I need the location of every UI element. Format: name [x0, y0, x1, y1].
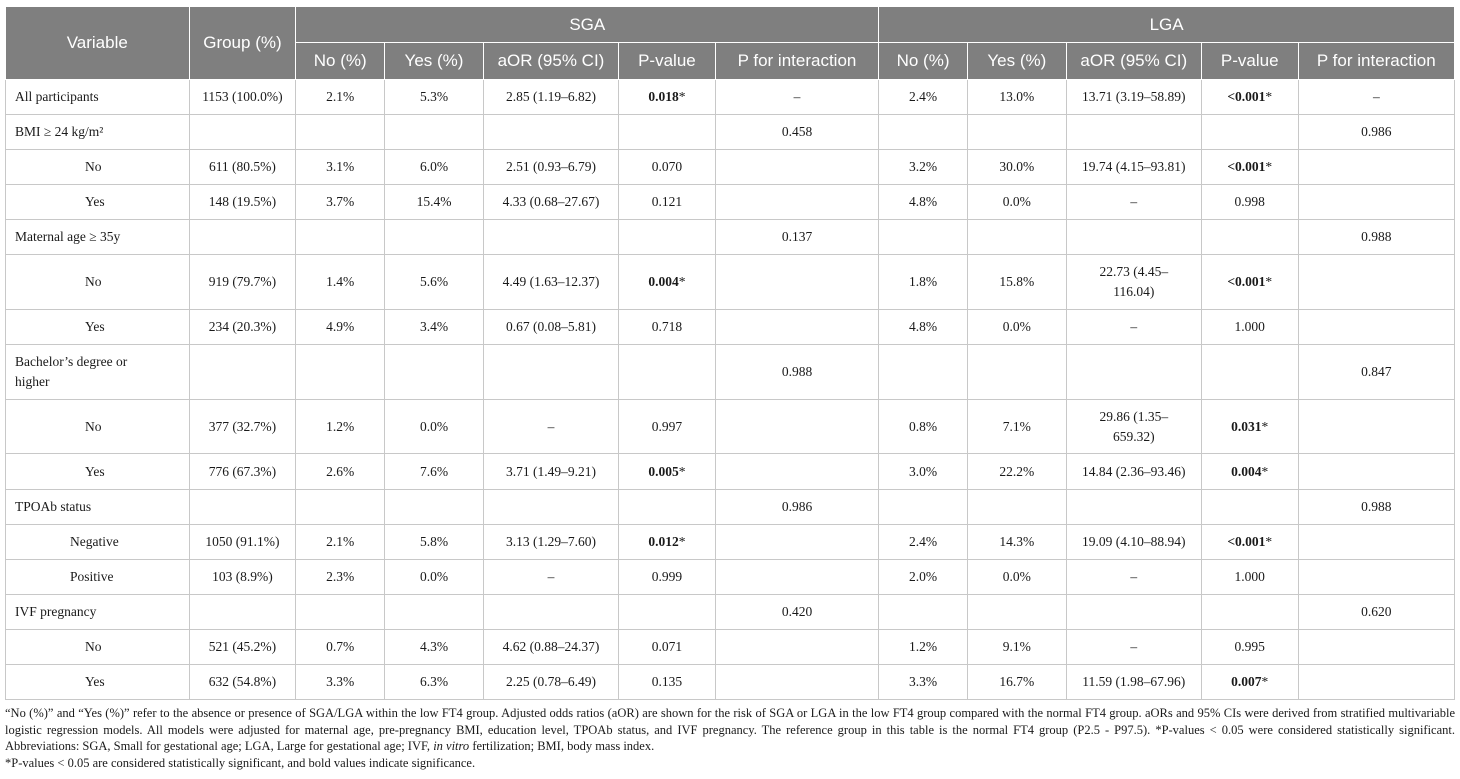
lga-aor-cell: 13.71 (3.19–58.89) [1066, 80, 1201, 115]
group-cell: 632 (54.8%) [189, 665, 296, 700]
row-label: No [6, 630, 190, 665]
lga-yes-cell: 0.0% [967, 560, 1066, 595]
sga-no-cell: 3.7% [296, 185, 385, 220]
sga-aor-cell: 2.85 (1.19–6.82) [483, 80, 618, 115]
header-variable: Variable [6, 7, 190, 80]
lga-pvalue-cell: 0.998 [1201, 185, 1298, 220]
lga-pvalue-cell [1201, 150, 1298, 185]
sga-yes-cell: 6.3% [385, 665, 484, 700]
sga-no-cell: 2.3% [296, 560, 385, 595]
pvalue-bold: 0.004 [1231, 463, 1262, 479]
lga-aor-cell: – [1066, 310, 1201, 345]
pvalue-bold: <0.001 [1227, 89, 1266, 104]
lga-aor-cell: – [1066, 560, 1201, 595]
row-label: Yes [6, 310, 190, 345]
lga-aor-cell [1066, 400, 1201, 454]
footnote-paragraph [5, 705, 1455, 755]
pvalue-bold: <0.001 [1227, 159, 1266, 174]
lga-yes-cell: 0.0% [967, 185, 1066, 220]
group-cell: 148 (19.5%) [189, 185, 296, 220]
sga-aor-cell: 3.13 (1.29–7.60) [483, 525, 618, 560]
header-group: Group (%) [189, 7, 296, 80]
sga-no-cell: 1.4% [296, 255, 385, 310]
row-label: No [6, 150, 190, 185]
table-row [6, 80, 1455, 115]
significance-star: * [678, 89, 686, 104]
lga-no-cell: 2.4% [879, 80, 968, 115]
significance-star: * [1265, 159, 1273, 174]
sga-aor-cell: 4.49 (1.63–12.37) [483, 255, 618, 310]
aor-line-2: 659.32) [1112, 428, 1155, 444]
header-lga-no: No (%) [879, 43, 968, 80]
group-cell: 1050 (91.1%) [189, 525, 296, 560]
sga-aor-cell: 4.62 (0.88–24.37) [483, 630, 618, 665]
lga-pint-cell: 0.847 [1298, 345, 1454, 400]
table-row [6, 595, 1455, 630]
table-row [6, 310, 1455, 345]
header-sga-pint: P for interaction [715, 43, 878, 80]
row-label: Yes [6, 454, 190, 490]
header-lga-pint: P for interaction [1298, 43, 1454, 80]
significance-star: * [678, 534, 686, 549]
footnote-italic: in vitro [433, 739, 470, 753]
sga-aor-cell: – [483, 560, 618, 595]
header-lga-pvalue: P-value [1201, 43, 1298, 80]
table-row [6, 400, 1455, 454]
header-sga-no: No (%) [296, 43, 385, 80]
lga-pint-cell: – [1298, 80, 1454, 115]
lga-aor-cell: 14.84 (2.36–93.46) [1066, 454, 1201, 490]
table-row [6, 255, 1455, 310]
row-label: Maternal age ≥ 35y [6, 220, 190, 255]
group-cell: 611 (80.5%) [189, 150, 296, 185]
significance-star: * [678, 274, 686, 289]
sga-no-cell: 0.7% [296, 630, 385, 665]
table-row [6, 454, 1455, 490]
sga-yes-cell: 0.0% [385, 560, 484, 595]
sga-no-cell: 2.6% [296, 454, 385, 490]
row-label-line-1: Bachelor’s degree or [15, 354, 128, 369]
lga-pvalue-cell [1201, 525, 1298, 560]
sga-yes-cell: 5.3% [385, 80, 484, 115]
group-cell: 776 (67.3%) [189, 454, 296, 490]
lga-no-cell: 1.2% [879, 630, 968, 665]
lga-yes-cell: 9.1% [967, 630, 1066, 665]
group-cell: 103 (8.9%) [189, 560, 296, 595]
stratified-results-table [5, 6, 1455, 700]
row-label: Negative [6, 525, 190, 560]
sga-aor-cell: 0.67 (0.08–5.81) [483, 310, 618, 345]
pvalue-bold: <0.001 [1227, 274, 1266, 289]
lga-pint-cell: 0.988 [1298, 490, 1454, 525]
sga-yes-cell: 0.0% [385, 400, 484, 454]
lga-pint-cell: 0.620 [1298, 595, 1454, 630]
row-label: TPOAb status [6, 490, 190, 525]
lga-yes-cell: 30.0% [967, 150, 1066, 185]
sga-no-cell: 1.2% [296, 400, 385, 454]
results-table-container [5, 6, 1455, 700]
sga-pvalue-cell [619, 454, 716, 490]
footnote-text-1: “No (%)” and “Yes (%)” refer to the absence or presence of SGA/LGA within the low FT4 group. Adjusted odds ratios (aOR) are shown for the risk of SGA or LGA in the low FT4 group compared with the normal FT4 group. aORs and 95% CIs were derived from stratified multivariable logistic regression models. All models were adjusted for maternal age, pre-pregnancy BMI, education level, TPOAb status, and IVF pregnancy. The reference group in this table is the normal FT4 group (P2.5 - P97.5). *P-values < 0.05 were considered statistically significant. Abbreviations: SGA, Small for gestational age; LGA, Large for gestational age; IVF, [5, 706, 1455, 753]
aor-line-2: 116.04) [1113, 284, 1155, 299]
header-row-1 [6, 7, 1455, 43]
sga-pvalue-cell: 0.121 [619, 185, 716, 220]
lga-no-cell: 4.8% [879, 185, 968, 220]
sga-pvalue-cell: 0.718 [619, 310, 716, 345]
header-lga-yes: Yes (%) [967, 43, 1066, 80]
header-lga-aor: aOR (95% CI) [1066, 43, 1201, 80]
table-row [6, 115, 1455, 150]
sga-pint-cell: 0.137 [715, 220, 878, 255]
table-row [6, 560, 1455, 595]
sga-no-cell: 2.1% [296, 525, 385, 560]
header-sga-pvalue: P-value [619, 43, 716, 80]
row-label: Positive [6, 560, 190, 595]
sga-yes-cell: 5.8% [385, 525, 484, 560]
sga-no-cell: 3.3% [296, 665, 385, 700]
footnote-significance-note: *P-values < 0.05 are considered statistically significant, and bold values indicate significance. [5, 755, 476, 770]
lga-pvalue-cell [1201, 80, 1298, 115]
lga-aor-cell: – [1066, 630, 1201, 665]
lga-pvalue-cell [1201, 454, 1298, 490]
table-row [6, 345, 1455, 400]
lga-no-cell: 3.3% [879, 665, 968, 700]
table-row [6, 185, 1455, 220]
sga-aor-cell: 2.25 (0.78–6.49) [483, 665, 618, 700]
table-row [6, 150, 1455, 185]
lga-pvalue-cell [1201, 400, 1298, 454]
lga-pint-cell: 0.986 [1298, 115, 1454, 150]
table-row [6, 525, 1455, 560]
header-sga-aor: aOR (95% CI) [483, 43, 618, 80]
table-row [6, 490, 1455, 525]
sga-pvalue-cell: 0.071 [619, 630, 716, 665]
lga-yes-cell: 14.3% [967, 525, 1066, 560]
sga-pint-cell: – [715, 80, 878, 115]
significance-star: * [1265, 89, 1273, 104]
sga-pvalue-cell [619, 80, 716, 115]
lga-pvalue-cell: 1.000 [1201, 310, 1298, 345]
row-label: Yes [6, 665, 190, 700]
pvalue-bold: 0.004 [648, 274, 679, 289]
significance-star: * [1261, 463, 1269, 479]
group-cell: 377 (32.7%) [189, 400, 296, 454]
lga-pint-cell: 0.988 [1298, 220, 1454, 255]
lga-yes-cell: 15.8% [967, 255, 1066, 310]
sga-no-cell: 2.1% [296, 80, 385, 115]
header-sga-yes: Yes (%) [385, 43, 484, 80]
group-cell: 521 (45.2%) [189, 630, 296, 665]
pvalue-bold: 0.012 [648, 534, 679, 549]
sga-pvalue-cell: 0.999 [619, 560, 716, 595]
sga-yes-cell: 6.0% [385, 150, 484, 185]
sga-aor-cell: 3.71 (1.49–9.21) [483, 454, 618, 490]
sga-pint-cell: 0.420 [715, 595, 878, 630]
sga-yes-cell: 3.4% [385, 310, 484, 345]
aor-line-1: 22.73 (4.45– [1099, 264, 1169, 279]
row-label: No [6, 255, 190, 310]
lga-pvalue-cell [1201, 255, 1298, 310]
lga-aor-cell: 19.09 (4.10–88.94) [1066, 525, 1201, 560]
group-cell: 1153 (100.0%) [189, 80, 296, 115]
lga-yes-cell: 22.2% [967, 454, 1066, 490]
lga-aor-cell: – [1066, 185, 1201, 220]
lga-no-cell: 2.0% [879, 560, 968, 595]
sga-no-cell: 4.9% [296, 310, 385, 345]
header-lga: LGA [879, 7, 1455, 43]
aor-line-1: 29.86 (1.35– [1099, 408, 1169, 424]
sga-yes-cell: 15.4% [385, 185, 484, 220]
lga-pvalue-cell: 0.995 [1201, 630, 1298, 665]
sga-aor-cell: – [483, 400, 618, 454]
table-row [6, 220, 1455, 255]
sga-pint-cell: 0.986 [715, 490, 878, 525]
row-label: BMI ≥ 24 kg/m² [6, 115, 190, 150]
sga-aor-cell: 4.33 (0.68–27.67) [483, 185, 618, 220]
sga-pint-cell: 0.458 [715, 115, 878, 150]
sga-pvalue-cell: 0.997 [619, 400, 716, 454]
significance-star: * [1265, 534, 1273, 549]
lga-no-cell: 3.0% [879, 454, 968, 490]
sga-aor-cell: 2.51 (0.93–6.79) [483, 150, 618, 185]
table-row [6, 665, 1455, 700]
pvalue-bold: 0.031 [1231, 418, 1262, 434]
group-cell: 234 (20.3%) [189, 310, 296, 345]
row-label-line-2: higher [15, 374, 50, 389]
header-sga: SGA [296, 7, 879, 43]
group-cell: 919 (79.7%) [189, 255, 296, 310]
lga-no-cell: 3.2% [879, 150, 968, 185]
sga-yes-cell: 7.6% [385, 454, 484, 490]
lga-yes-cell: 13.0% [967, 80, 1066, 115]
pvalue-bold: 0.007 [1231, 674, 1262, 689]
lga-aor-cell: 11.59 (1.98–67.96) [1066, 665, 1201, 700]
sga-yes-cell: 4.3% [385, 630, 484, 665]
row-label: No [6, 400, 190, 454]
significance-star: * [1265, 274, 1273, 289]
lga-aor-cell [1066, 255, 1201, 310]
row-label: All participants [6, 80, 190, 115]
sga-yes-cell: 5.6% [385, 255, 484, 310]
lga-pvalue-cell: 1.000 [1201, 560, 1298, 595]
lga-pvalue-cell [1201, 665, 1298, 700]
pvalue-bold: 0.005 [648, 463, 679, 479]
table-footnote [5, 705, 1455, 771]
row-label: IVF pregnancy [6, 595, 190, 630]
sga-pint-cell: 0.988 [715, 345, 878, 400]
sga-pvalue-cell [619, 525, 716, 560]
lga-no-cell: 2.4% [879, 525, 968, 560]
lga-no-cell: 0.8% [879, 400, 968, 454]
significance-star: * [678, 463, 686, 479]
sga-pvalue-cell: 0.070 [619, 150, 716, 185]
footnote-text-2: fertilization; BMI, body mass index. [469, 739, 655, 753]
sga-pvalue-cell [619, 255, 716, 310]
table-row [6, 630, 1455, 665]
pvalue-bold: <0.001 [1227, 534, 1266, 549]
row-label [6, 345, 190, 400]
lga-yes-cell: 7.1% [967, 400, 1066, 454]
lga-aor-cell: 19.74 (4.15–93.81) [1066, 150, 1201, 185]
lga-yes-cell: 16.7% [967, 665, 1066, 700]
significance-star: * [1261, 674, 1269, 689]
lga-yes-cell: 0.0% [967, 310, 1066, 345]
sga-no-cell: 3.1% [296, 150, 385, 185]
sga-pvalue-cell: 0.135 [619, 665, 716, 700]
significance-star: * [1261, 418, 1269, 434]
row-label: Yes [6, 185, 190, 220]
pvalue-bold: 0.018 [648, 89, 679, 104]
lga-no-cell: 1.8% [879, 255, 968, 310]
lga-no-cell: 4.8% [879, 310, 968, 345]
